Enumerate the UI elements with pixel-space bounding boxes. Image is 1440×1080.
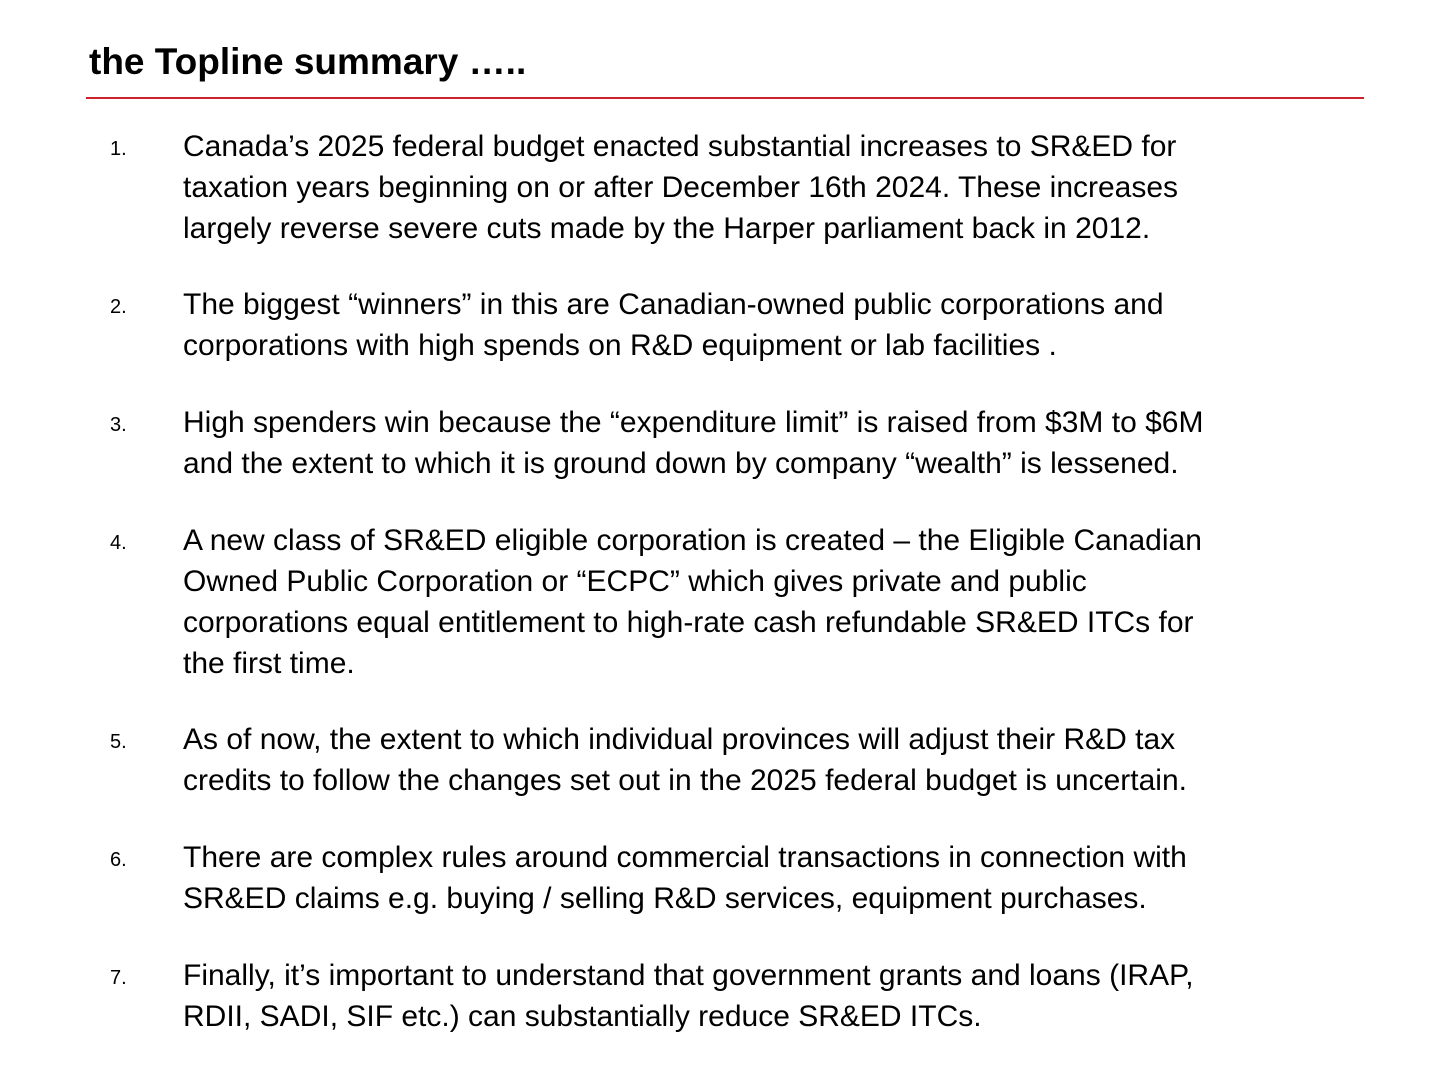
item-number: 2. — [110, 296, 127, 318]
item-text-line: the first time. — [183, 647, 355, 680]
item-text-line: and the extent to which it is ground down by company “wealth” is lessened. — [183, 447, 1179, 480]
item-number: 7. — [110, 967, 127, 989]
slide-title: the Topline summary ….. — [89, 41, 527, 82]
item-text-line: corporations equal entitlement to high-rate cash refundable SR&ED ITCs for — [183, 606, 1194, 639]
item-text-line: taxation years beginning on or after December 16th 2024. These increases — [183, 171, 1179, 204]
item-text-line: largely reverse severe cuts made by the Harper parliament back in 2012. — [183, 212, 1151, 245]
item-text — [183, 402, 1383, 484]
item-text — [183, 126, 1383, 249]
item-number: 5. — [110, 731, 127, 753]
item-text-line: The biggest “winners” in this are Canadian-owned public corporations and — [183, 288, 1164, 321]
item-text — [183, 520, 1383, 684]
item-text-line: A new class of SR&ED eligible corporation is created – the Eligible Canadian — [183, 524, 1202, 557]
item-text-line: Owned Public Corporation or “ECPC” which gives private and public — [183, 565, 1087, 598]
item-text — [183, 955, 1383, 1037]
item-number: 4. — [110, 532, 127, 554]
item-text-line: corporations with high spends on R&D equipment or lab facilities . — [183, 329, 1057, 362]
item-text — [183, 719, 1383, 801]
item-text-line: Canada’s 2025 federal budget enacted substantial increases to SR&ED for — [183, 130, 1177, 163]
title-divider — [86, 97, 1364, 99]
item-text-line: SR&ED claims e.g. buying / selling R&D services, equipment purchases. — [183, 882, 1147, 915]
item-text — [183, 837, 1383, 919]
item-number: 3. — [110, 414, 127, 436]
item-text-line: There are complex rules around commercial transactions in connection with — [183, 841, 1187, 874]
item-text-line: As of now, the extent to which individual provinces will adjust their R&D tax — [183, 723, 1176, 756]
item-text — [183, 284, 1383, 366]
item-number: 1. — [110, 138, 127, 160]
item-text-line: credits to follow the changes set out in the 2025 federal budget is uncertain. — [183, 764, 1187, 797]
item-text-line: Finally, it’s important to understand that government grants and loans (IRAP, — [183, 959, 1194, 992]
item-text-line: RDII, SADI, SIF etc.) can substantially reduce SR&ED ITCs. — [183, 1000, 982, 1033]
item-text-line: High spenders win because the “expenditure limit” is raised from $3M to $6M — [183, 406, 1204, 439]
item-number: 6. — [110, 849, 127, 871]
